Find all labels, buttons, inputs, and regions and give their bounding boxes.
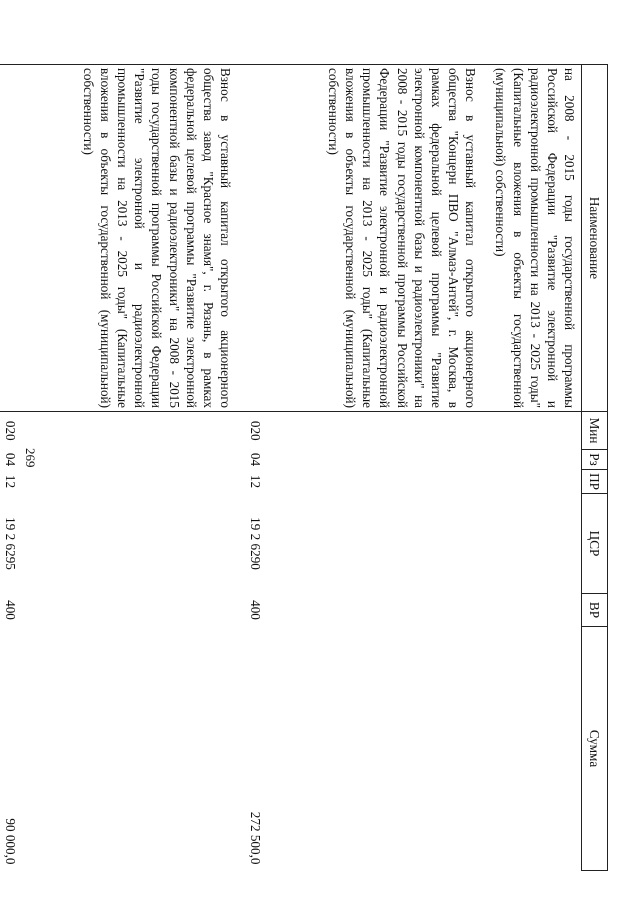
header-name: Наименование (582, 65, 608, 412)
table-header-row (582, 65, 608, 871)
cell-sum: 272 500,0 (248, 811, 264, 865)
cell-rz: 04 (248, 452, 264, 467)
header-vr: ВР (582, 594, 608, 627)
cell-vr: 400 (3, 600, 19, 620)
header-pr: ПР (582, 470, 608, 494)
cell-pr: 12 (248, 474, 264, 489)
cell-sum (482, 627, 581, 871)
cell-sum: 90 000,0 (3, 818, 19, 865)
cell-csr: 19 2 6290 (248, 517, 264, 570)
header-min: Мин (582, 412, 608, 450)
table-row (482, 65, 581, 871)
cell-pr: 12 (3, 474, 19, 489)
cell-pr (482, 470, 581, 494)
cell-rz (482, 450, 581, 470)
cell-csr (482, 494, 581, 594)
header-csr: ЦСР (582, 494, 608, 594)
page-number: 269 (23, 448, 38, 468)
cell-min: 020 (3, 420, 19, 441)
cell-name: Взнос в уставный капитал открытого акционерного общества завод "Красное знамя", г. Рязань, в рамках федеральной целевой программы "Развитие электронной компонентной базы и радиоэлектроники" на 2008 - 2015 годы государственной программы Российской Федерации "Развитие электронной и радиоэлектронной промышленности на 2013 - 2025 годы" (Капитальные вложения в объекты государственной (муниципальной) собственности) (0, 65, 237, 412)
cell-name: на 2008 - 2015 годы государственной программы Российской Федерации "Развитие электронной и радиоэлектронной промышленности на 2013 - 2025 годы" (Капитальные вложения в объекты государственной (муниципальной) собственности) (482, 65, 581, 412)
cell-name: Взнос в уставный капитал открытого акционерного общества "Концерн ПВО "Алмаз-Антей", г. Москва, в рамках федеральной целевой программы "Развитие электронной компонентной базы и радиоэлектроники" на 2008 - 2015 годы государственной программы Российской Федерации "Развитие электронной и радиоэлектронной промышленности на 2013 - 2025 годы" (Капитальные вложения в объекты государственной (муниципальной) собственности) (237, 65, 482, 412)
table-row (0, 65, 237, 871)
table-row (237, 65, 482, 871)
cell-vr (482, 594, 581, 627)
cell-min (482, 412, 581, 450)
cell-min: 020 (248, 420, 264, 441)
header-rz: Рз (582, 450, 608, 470)
cell-rz: 04 (3, 452, 19, 467)
cell-csr: 19 2 6295 (3, 517, 19, 570)
budget-table (0, 64, 608, 871)
header-sum: Сумма (582, 627, 608, 871)
cell-vr: 400 (248, 600, 264, 620)
